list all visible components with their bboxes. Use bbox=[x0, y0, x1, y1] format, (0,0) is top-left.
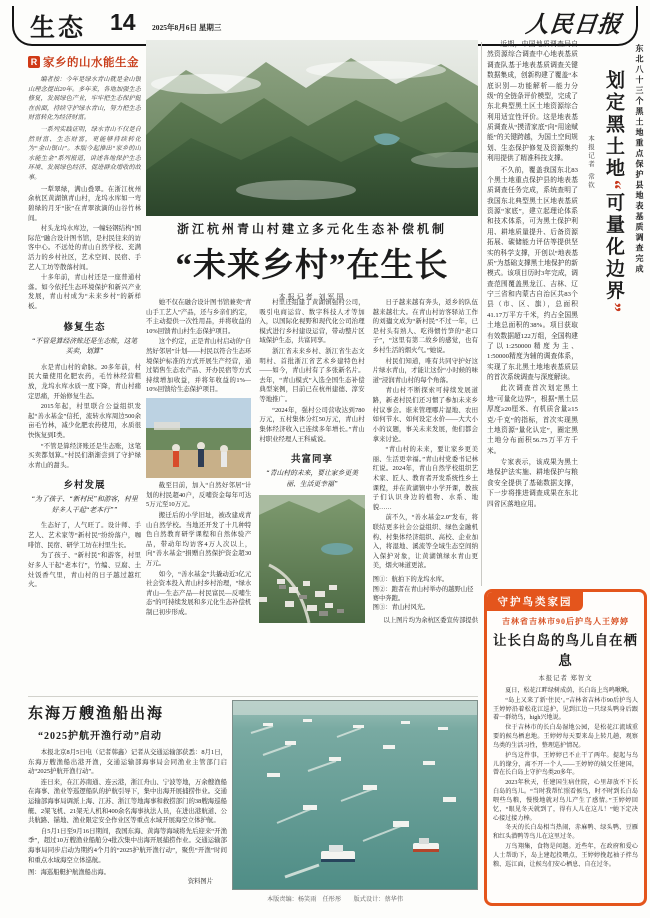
bird-article-content bbox=[487, 592, 644, 875]
sea-photo-credit: 资料图片 bbox=[187, 878, 213, 886]
blacksoil-byline: 本报记者 常钦 bbox=[587, 135, 594, 190]
blacksoil-kicker: 东北八十三个黑土地重点保护县地表基质调查完成 bbox=[635, 44, 644, 275]
editors-note-2: 一系列实践证明，绿水青山不仅是自然财富、生态财富，更能够持续转化为“金山银山”。本版今起推出“家乡的山水能生金”系列报道，讲述各地保护生态环境、发展绿色经济、促进群众增收的故事。 bbox=[28, 126, 141, 182]
body-paragraph: 连日来，在江苏南通、连云港，浙江舟山、宁波等地，万余艘渔船在海事、渔业等巡逻船队的护航引导下，集中出海开展捕捞作业。交通运输部海事局调派上海、江苏、浙江等地海事和救捞部门的38艘海巡船艇、2架飞机、21架无人机和400余名海事执法人员，在进出港航道、公共航路、锚地、渔业限定安全作业区等重点水域开展海空立体护航。 bbox=[28, 778, 227, 825]
main-article-head bbox=[146, 220, 478, 302]
col2-paras bbox=[259, 298, 364, 444]
body-paragraph: 本报北京8月5日电（记者韩鑫）记者从交通运输部获悉：8月1日，东海万艘渔船出港开渔，交通运输部海事局会同渔业主管部门启动“2025护航开渔行动”。 bbox=[28, 749, 227, 776]
body-paragraph: 自5月1日至9月16日期间，我国东海、黄海等海域将先后迎来“开渔季”，超过10万艘渔业船舶分4批次集中出海开展捕捞作业。交通运输部海事局同步启动为期约4个月的“2025护航开渔行动”，聚焦“开渔”时间和重点水域海空立体巡航。 bbox=[28, 827, 227, 864]
body-paragraph: 青山村不断探索可持续发展道路，新老村民们还习惯了参加未来乡村议事会。谁来管理哪片湿地、农田如何节水、如何设定水价——大大小小的议题，事关未来发展，他们都会拿来讨论。 bbox=[372, 387, 478, 443]
body-paragraph: 她不仅在融合设计图书馆兼卖“青山手工艺人”产品，还与乡亲们约定，不主动提供一次性用品，并将收益的10%回馈青山村生态保护项目。 bbox=[146, 299, 252, 335]
body-paragraph: 冬天的长白岛相当热闹，赤麻鸭、绿头鸭、豆雁和红头潜鸭等鸟儿在这里过冬。 bbox=[493, 825, 638, 841]
col2-quote: “青山村的未来，要让家乡更美丽、生活更幸福” bbox=[265, 470, 359, 488]
col3-paras bbox=[373, 298, 478, 571]
bird-paras bbox=[493, 687, 638, 870]
body-paragraph: “岛上又来了新‘住民’。”吉林省吉林市90后护鸟人王婷婷沿着松花江巡护，见到江边一只绿头鸭身后跟着一群幼鸟，high兴地说。 bbox=[493, 697, 638, 722]
left-article-titlebar bbox=[28, 54, 141, 70]
body-paragraph: 不久前，覆盖我国东北83个黑土地重点保护县的地表基质调查任务完成，系统查明了我国东北典型黑土区地表基质资源“家底”，建立起理论体系和技术体系，可为黑土保护利用、耕地质量提升、后备资源拓展、碳储能力评估等提供坚实的科学支撑，开创以“地表基质”为基础支撑黑土地保护的新模式。该项目历时3年完成，调查范围覆盖黑龙江、吉林、辽宁三省和内蒙古自治区共83个县（市、区、旗），总面积41.17万平方千米，约占全国黑土地总面积的38%。项目获取有效数据超122万组，全国构建了以1:250000精度为主、1:50000精度为辅的调查体系，实现了东北黑土地地表基质层的首次系统调查与深度解读。 bbox=[487, 166, 578, 381]
sea-photo-caption: 图：海巡船艇护航渔船出海。 bbox=[28, 869, 110, 877]
village-photo bbox=[259, 495, 364, 623]
body-paragraph: 截至目前，加入“自然好邻居”计划的村民超40户，反哺资金每年可达5万元至10万元。 bbox=[146, 482, 252, 509]
main-col-2 bbox=[259, 298, 364, 696]
blacksoil-headline-text: 划定黑土地 bbox=[603, 70, 624, 180]
sea-subhead: “2025护航开渔行动”启动 bbox=[38, 731, 162, 742]
body-paragraph: 位于吉林市的长白岛湿地公园，是松花江流域重要的候鸟栖息地。王婷婷每天要来岛上转几趟，观察鸟类的生活习性，整理巡护情况。 bbox=[493, 725, 638, 749]
body-paragraph: 夏日，松花江畔绿树成荫，长白岛上鸟鸣啾啾。 bbox=[505, 688, 634, 694]
horizontal-divider bbox=[28, 696, 478, 697]
col1-paras-a bbox=[146, 298, 251, 395]
main-headline: “未来乡村”在生长 bbox=[175, 248, 449, 284]
runner-photo-image bbox=[146, 398, 251, 478]
body-paragraph: 搬迁后的小学旧址，被改建成青山自然学校。当地还开发了十几种特色自然教育研学课程和自然体验产品，带动年均访客4万人次以上，向“善水基金”捐赠自然保护资金超30万元。 bbox=[146, 511, 252, 567]
blacksoil-headline-quoted: 可量化边界 bbox=[603, 192, 624, 303]
main-kicker: 浙江杭州青山村建立多元化生态补偿机制 bbox=[176, 222, 447, 236]
photo-caption: 图①：航拍下的龙坞水库。 bbox=[372, 576, 449, 584]
body-paragraph: 村里还组建了黄湖镇强村公司，吸引电商运营、数字科技人才等加入，以国际化视野和现代化公司治理模式进行乡村建设运营，带动整片区域保护生态，共富同享。 bbox=[259, 299, 365, 345]
masthead-logo: 人民日报 bbox=[524, 12, 624, 37]
vertical-divider bbox=[481, 42, 482, 586]
body-paragraph: 这个约定，正是青山村启动的“自然好邻居”计划——村民以符合生态环境保护标准的方式开展生产经营，通过销售生态农产品、开办民宿等方式持续增加收益，并将年收益的1%—10%回馈给生态保护项目。 bbox=[146, 338, 252, 394]
left-quote-1: “不管是算经济账还是生态账，这笔买卖，划算” bbox=[31, 337, 138, 356]
body-paragraph: 生态好了，人气旺了。设计师、手艺人、艺术家等“新村民”纷纷落户，咖啡馆、民宿、研学工坊在村里生长。 bbox=[28, 522, 141, 549]
main-col-3 bbox=[373, 298, 478, 696]
body-paragraph: 如今，“善水基金”共撬动近3亿元社会资本投入青山村乡村治理，“绿水青山—生态产品—村民富民—反哺生态”的可持续发展和多元化生态补偿机制已初步形成。 bbox=[146, 570, 252, 617]
bird-article-label: 守护鸟类家园 bbox=[487, 592, 583, 611]
left-article-title: 家乡的山水能生金 bbox=[43, 57, 139, 69]
body-paragraph: 水是青山村的命脉。20多年前，村民大量使用化肥农药，毛竹林经营粗放，龙坞水库水质一度下降，青山村痛定思痛，开始修复生态。 bbox=[28, 363, 141, 400]
main-byline: 本报记者 刘军国 bbox=[278, 293, 346, 301]
page-number: 14 bbox=[110, 9, 136, 35]
col2-subhead: 共富同享 bbox=[290, 455, 333, 466]
sea-photo bbox=[232, 700, 478, 890]
body-paragraph: 为了孩子、“新村民”和游客，村里好多人干起“老本行”，竹编、豆腐、土灶饭香气里，青山村的日子越过越红火。 bbox=[28, 552, 141, 589]
left-column-article bbox=[28, 54, 141, 696]
body-paragraph: 前不久，“善水基金2.0”发布，将联结更多社会公益组织、绿色金融机构、村集体经济组织、高校、企业加入，将湿地、溪流等全域生态空间纳入保护对象，让黄湖镇绿水青山更美，烟火味道更浓。 bbox=[372, 514, 478, 570]
body-paragraph: 护鸟这件事，王婷婷已不止干了两年。提起与鸟儿的缘分，离不开一个人——王婷婷的姨父任建国，曾在长白岛上守护鸟类20多年。 bbox=[493, 752, 638, 777]
left-subhead-1: 修复生态 bbox=[63, 322, 106, 333]
body-paragraph: 村头龙坞水库边，一幢轻钢结构“国际范”融合设计图书馆，是村民往来的访客中心。不远处的青山自然学校、充满活力的乡村社区，艺术空间、民宿、手艺人工坊等散落村间。 bbox=[28, 225, 141, 271]
blacksoil-article bbox=[487, 40, 645, 584]
photo-captions bbox=[373, 575, 478, 613]
body-paragraph: 浙江省未来乡村、浙江省生态文明村、首批浙江省艺术乡建特色村——如今，青山村有了多张新名片。去年，“青山模式”入选全国生态补偿典型案例，目前已在杭州建德、淳安等地推广。 bbox=[259, 348, 365, 404]
body-paragraph: 此次调查首次划定黑土地“可量化边界”，根据“黑土层厚度≥20厘米、有机质含量≥15克/千克”的指标，首次实现黑土地资源“量化认定”，圈定黑土地分布面积56.75万平方千米。 bbox=[487, 385, 578, 455]
body-paragraph: 日子越来越有奔头，返乡的队伍越来越壮大。在青山村访客驿站工作的刘孻文成为“新村民”不过一年，已是村头有熟人、吃得惯竹笋的“老口子”，“这里有第二故乡的感觉，也有乡村生活的烟火气。”她说。 bbox=[372, 299, 478, 355]
runner-photo bbox=[146, 398, 251, 478]
column-r-badge-icon: R bbox=[28, 56, 40, 68]
open-quote: “ bbox=[603, 180, 624, 193]
body-paragraph: 一犁翠绿，满山叠翠。在浙江杭州余杭区黄湖镇青山村，龙坞水库如一弯碧绿的月牙“嵌”在青翠欲滴的山谷竹林间。 bbox=[28, 185, 141, 222]
body-paragraph: 万鸟翔集，食物是问题。近些年，在政府和爱心人士帮助下，岛上建起投喂点，王婷婷挽起袖子拌鸟粮、巡江面，让候鸟们安心栖息、自在过冬。 bbox=[493, 844, 638, 868]
page-date: 2025年8月6日 星期三 bbox=[152, 23, 222, 32]
main-article-body bbox=[146, 298, 478, 696]
body-paragraph: “不管是算经济账还是生态账，这笔买卖都划算。”村民们渐渐尝到了守护绿水青山的甜头。 bbox=[28, 442, 141, 469]
village-photo-image bbox=[259, 495, 364, 623]
body-paragraph: 十多年前，青山村还是一座普通村落。如今依托生态环境保护和新兴产业发展，青山村成为“未来乡村”的新样板。 bbox=[28, 274, 141, 311]
photo-caption: 图③：青山村风光。 bbox=[372, 604, 430, 612]
body-paragraph: 村民们知道，唯有共同守护好这片绿水青山，才能让这份“小时候的味道”浸润青山村的每个角落。 bbox=[372, 357, 478, 384]
body-paragraph: “青山村的未来，要让家乡更美丽、生活更幸福。”青山村党委书记林红说。2024年，青山自然学校组织艺术家、匠人、教育者开发系统性乡土课程，并在黄湖镇中小学开课，教孩子们认识身边的植物、水系、地貌…… bbox=[372, 446, 478, 511]
mountain-photo-image bbox=[146, 40, 478, 216]
blacksoil-body bbox=[487, 40, 578, 584]
photo-credit: 以上图片均为余杭区委宣传部提供 bbox=[383, 616, 478, 624]
editors-note-1: 编者按：今年是绿水青山就是金山银山理念提出20年。多年来，各地加强生态修复，发展绿色产业，牢牢把生态保护挺在前面，持续守护绿水青山，努力把生态财富转化为经济财富。 bbox=[28, 76, 141, 122]
body-paragraph: “2024年，强村公司营收达到780万元，五村集体分红50万元，青山村集体经济收入已连续多年增长。”青山村职业经理人王科威说。 bbox=[259, 406, 365, 443]
left-subhead-2: 乡村发展 bbox=[63, 481, 106, 492]
close-quote: ” bbox=[603, 302, 624, 315]
sea-article bbox=[28, 702, 227, 898]
left-paras-2 bbox=[28, 363, 141, 471]
left-paras-3 bbox=[28, 521, 141, 589]
body-paragraph: 近期，中国地质调查局自然资源综合调查中心地表基质调查队基于地表基质调查关键数据集成，创新构建了覆盖“本底识别—功能解析—能力分级”的全链条评价模型，完成了东北典型黑土区土地资源综合利用适宜性评价。这是地表基质调查从“摸清家底”向“用途赋能”的关键跨越，为国土空间规划、生态保护修复及资源集约利用提供了精准科技支撑。 bbox=[487, 41, 578, 163]
body-paragraph: 2023年秋天，任建国生病住院，心里却放不下长白岛的鸟儿。“当时我帮忙照看候鸟，时不时到长白岛喂些鸟粮，慢慢地就对鸟儿产生了感情。”王婷婷回忆，“眼见冬天就到了，得有人儿在这儿！”她下定决心接过接力棒。 bbox=[493, 780, 638, 822]
main-col-1 bbox=[146, 298, 251, 696]
bird-article-box bbox=[484, 589, 647, 906]
bird-kicker: 吉林省吉林市90后护鸟人王婷婷 bbox=[502, 617, 629, 626]
sea-headline: 东海万艘渔船出海 bbox=[28, 706, 165, 722]
section-title: 生态 bbox=[30, 15, 87, 42]
page-footer: 本版责编：杨笑雨 任彤彤 版式设计：蔡华伟 bbox=[266, 896, 404, 903]
sea-paras bbox=[28, 748, 227, 865]
blacksoil-headline bbox=[600, 40, 627, 584]
body-paragraph: 2015年起，村里联合公益组织发起“善水基金”信托，流转水库周边500余亩毛竹林，减少化肥农药使用，水质很快恢复到Ⅰ类。 bbox=[28, 403, 141, 439]
bird-byline: 本报记者 郑智文 bbox=[538, 675, 593, 682]
mountain-photo bbox=[146, 40, 478, 216]
left-quote-2: “为了孩子、“新村民”和游客，村里好多人干起“老本行”” bbox=[31, 496, 138, 514]
col1-paras-b bbox=[146, 481, 251, 618]
sea-photo-image bbox=[233, 701, 477, 889]
left-paras-1 bbox=[28, 185, 141, 312]
bird-headline: 让长白岛的鸟儿自在栖息 bbox=[493, 633, 638, 668]
photo-caption: 图②：跑者在青山村举办的越野山径赛中奔跑。 bbox=[372, 585, 474, 602]
body-paragraph: 专家表示，该成果为黑土地保护法实施、耕地保护与粮食安全提供了基础数据支撑，下一步将推进调查成果在东北四省区落地应用。 bbox=[487, 459, 578, 508]
